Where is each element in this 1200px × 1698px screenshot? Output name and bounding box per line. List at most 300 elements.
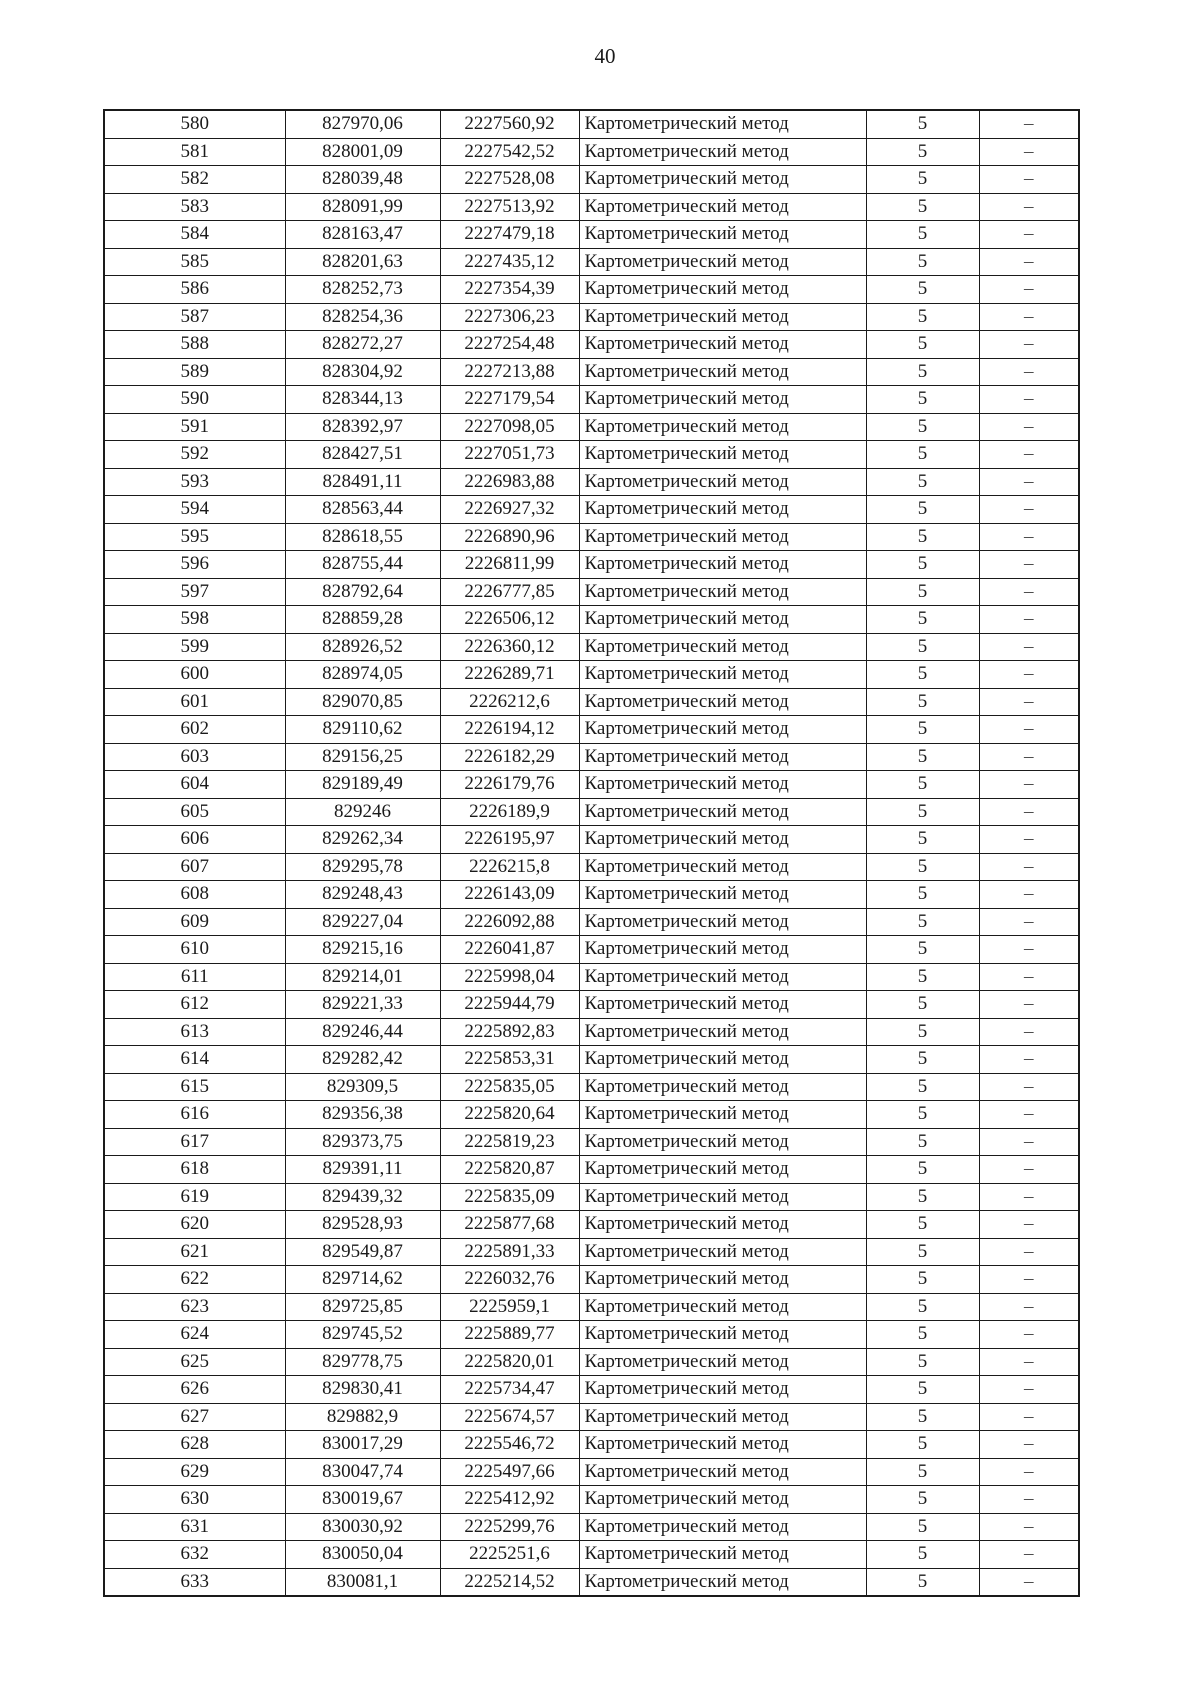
y-coordinate-cell: 2225820,01 <box>440 1348 579 1376</box>
point-number-cell: 589 <box>104 358 285 386</box>
method-cell: Картометрический метод <box>579 110 866 138</box>
point-number-cell: 581 <box>104 138 285 166</box>
x-coordinate-cell: 828304,92 <box>285 358 440 386</box>
point-number-cell: 619 <box>104 1183 285 1211</box>
accuracy-cell: 5 <box>866 1568 979 1596</box>
method-cell: Картометрический метод <box>579 248 866 276</box>
method-cell: Картометрический метод <box>579 523 866 551</box>
note-cell: – <box>979 441 1079 469</box>
method-cell: Картометрический метод <box>579 1211 866 1239</box>
x-coordinate-cell: 828201,63 <box>285 248 440 276</box>
note-cell: – <box>979 413 1079 441</box>
x-coordinate-cell: 830081,1 <box>285 1568 440 1596</box>
method-cell: Картометрический метод <box>579 166 866 194</box>
point-number-cell: 624 <box>104 1321 285 1349</box>
table-row <box>104 1486 1079 1514</box>
accuracy-cell: 5 <box>866 1073 979 1101</box>
x-coordinate-cell: 829246,44 <box>285 1018 440 1046</box>
method-cell: Картометрический метод <box>579 138 866 166</box>
accuracy-cell: 5 <box>866 743 979 771</box>
accuracy-cell: 5 <box>866 716 979 744</box>
x-coordinate-cell: 829373,75 <box>285 1128 440 1156</box>
note-cell: – <box>979 138 1079 166</box>
y-coordinate-cell: 2226215,8 <box>440 853 579 881</box>
y-coordinate-cell: 2225835,05 <box>440 1073 579 1101</box>
accuracy-cell: 5 <box>866 166 979 194</box>
accuracy-cell: 5 <box>866 386 979 414</box>
y-coordinate-cell: 2225889,77 <box>440 1321 579 1349</box>
x-coordinate-cell: 829439,32 <box>285 1183 440 1211</box>
note-cell: – <box>979 1431 1079 1459</box>
point-number-cell: 592 <box>104 441 285 469</box>
accuracy-cell: 5 <box>866 358 979 386</box>
point-number-cell: 604 <box>104 771 285 799</box>
accuracy-cell: 5 <box>866 1513 979 1541</box>
point-number-cell: 626 <box>104 1376 285 1404</box>
note-cell: – <box>979 1183 1079 1211</box>
table-row <box>104 551 1079 579</box>
x-coordinate-cell: 828563,44 <box>285 496 440 524</box>
y-coordinate-cell: 2226195,97 <box>440 826 579 854</box>
y-coordinate-cell: 2227051,73 <box>440 441 579 469</box>
accuracy-cell: 5 <box>866 606 979 634</box>
x-coordinate-cell: 829156,25 <box>285 743 440 771</box>
point-number-cell: 606 <box>104 826 285 854</box>
method-cell: Картометрический метод <box>579 386 866 414</box>
note-cell: – <box>979 193 1079 221</box>
table-row <box>104 963 1079 991</box>
method-cell: Картометрический метод <box>579 1156 866 1184</box>
x-coordinate-cell: 829391,11 <box>285 1156 440 1184</box>
note-cell: – <box>979 1513 1079 1541</box>
table-row <box>104 1156 1079 1184</box>
accuracy-cell: 5 <box>866 1348 979 1376</box>
point-number-cell: 629 <box>104 1458 285 1486</box>
point-number-cell: 612 <box>104 991 285 1019</box>
point-number-cell: 627 <box>104 1403 285 1431</box>
x-coordinate-cell: 828344,13 <box>285 386 440 414</box>
y-coordinate-cell: 2227528,08 <box>440 166 579 194</box>
accuracy-cell: 5 <box>866 248 979 276</box>
method-cell: Картометрический метод <box>579 798 866 826</box>
method-cell: Картометрический метод <box>579 496 866 524</box>
x-coordinate-cell: 828252,73 <box>285 276 440 304</box>
point-number-cell: 613 <box>104 1018 285 1046</box>
accuracy-cell: 5 <box>866 1156 979 1184</box>
note-cell: – <box>979 1128 1079 1156</box>
note-cell: – <box>979 1403 1079 1431</box>
table-row <box>104 1266 1079 1294</box>
point-number-cell: 617 <box>104 1128 285 1156</box>
note-cell: – <box>979 1266 1079 1294</box>
point-number-cell: 608 <box>104 881 285 909</box>
y-coordinate-cell: 2226182,29 <box>440 743 579 771</box>
table-row <box>104 908 1079 936</box>
y-coordinate-cell: 2227213,88 <box>440 358 579 386</box>
method-cell: Картометрический метод <box>579 853 866 881</box>
y-coordinate-cell: 2225251,6 <box>440 1541 579 1569</box>
y-coordinate-cell: 2225998,04 <box>440 963 579 991</box>
y-coordinate-cell: 2226189,9 <box>440 798 579 826</box>
table-row <box>104 1293 1079 1321</box>
y-coordinate-cell: 2225959,1 <box>440 1293 579 1321</box>
point-number-cell: 615 <box>104 1073 285 1101</box>
point-number-cell: 580 <box>104 110 285 138</box>
table-row <box>104 193 1079 221</box>
y-coordinate-cell: 2225877,68 <box>440 1211 579 1239</box>
note-cell: – <box>979 1046 1079 1074</box>
x-coordinate-cell: 828974,05 <box>285 661 440 689</box>
note-cell: – <box>979 606 1079 634</box>
accuracy-cell: 5 <box>866 1183 979 1211</box>
y-coordinate-cell: 2227542,52 <box>440 138 579 166</box>
method-cell: Картометрический метод <box>579 633 866 661</box>
point-number-cell: 597 <box>104 578 285 606</box>
point-number-cell: 591 <box>104 413 285 441</box>
note-cell: – <box>979 1073 1079 1101</box>
method-cell: Картометрический метод <box>579 743 866 771</box>
x-coordinate-cell: 828755,44 <box>285 551 440 579</box>
x-coordinate-cell: 829778,75 <box>285 1348 440 1376</box>
method-cell: Картометрический метод <box>579 1348 866 1376</box>
table-row <box>104 743 1079 771</box>
note-cell: – <box>979 1458 1079 1486</box>
table-row <box>104 1541 1079 1569</box>
table-row <box>104 1128 1079 1156</box>
x-coordinate-cell: 829830,41 <box>285 1376 440 1404</box>
x-coordinate-cell: 829282,42 <box>285 1046 440 1074</box>
y-coordinate-cell: 2227254,48 <box>440 331 579 359</box>
note-cell: – <box>979 853 1079 881</box>
table-row <box>104 1513 1079 1541</box>
accuracy-cell: 5 <box>866 1403 979 1431</box>
note-cell: – <box>979 1156 1079 1184</box>
accuracy-cell: 5 <box>866 963 979 991</box>
method-cell: Картометрический метод <box>579 441 866 469</box>
note-cell: – <box>979 963 1079 991</box>
method-cell: Картометрический метод <box>579 908 866 936</box>
note-cell: – <box>979 110 1079 138</box>
x-coordinate-cell: 829309,5 <box>285 1073 440 1101</box>
table-row <box>104 166 1079 194</box>
note-cell: – <box>979 1376 1079 1404</box>
note-cell: – <box>979 276 1079 304</box>
y-coordinate-cell: 2226041,87 <box>440 936 579 964</box>
x-coordinate-cell: 830047,74 <box>285 1458 440 1486</box>
table-row <box>104 1458 1079 1486</box>
accuracy-cell: 5 <box>866 441 979 469</box>
accuracy-cell: 5 <box>866 826 979 854</box>
note-cell: – <box>979 1018 1079 1046</box>
method-cell: Картометрический метод <box>579 1403 866 1431</box>
x-coordinate-cell: 828427,51 <box>285 441 440 469</box>
table-row <box>104 1183 1079 1211</box>
note-cell: – <box>979 936 1079 964</box>
table-row <box>104 633 1079 661</box>
method-cell: Картометрический метод <box>579 1018 866 1046</box>
accuracy-cell: 5 <box>866 1431 979 1459</box>
note-cell: – <box>979 1211 1079 1239</box>
point-number-cell: 610 <box>104 936 285 964</box>
accuracy-cell: 5 <box>866 1293 979 1321</box>
y-coordinate-cell: 2225944,79 <box>440 991 579 1019</box>
method-cell: Картометрический метод <box>579 331 866 359</box>
point-number-cell: 616 <box>104 1101 285 1129</box>
accuracy-cell: 5 <box>866 1128 979 1156</box>
y-coordinate-cell: 2226179,76 <box>440 771 579 799</box>
y-coordinate-cell: 2225299,76 <box>440 1513 579 1541</box>
table-row <box>104 276 1079 304</box>
y-coordinate-cell: 2226194,12 <box>440 716 579 744</box>
table-row <box>104 661 1079 689</box>
table-row <box>104 881 1079 909</box>
x-coordinate-cell: 830019,67 <box>285 1486 440 1514</box>
accuracy-cell: 5 <box>866 908 979 936</box>
accuracy-cell: 5 <box>866 1458 979 1486</box>
x-coordinate-cell: 830017,29 <box>285 1431 440 1459</box>
x-coordinate-cell: 829215,16 <box>285 936 440 964</box>
point-number-cell: 594 <box>104 496 285 524</box>
method-cell: Картометрический метод <box>579 991 866 1019</box>
method-cell: Картометрический метод <box>579 221 866 249</box>
point-number-cell: 600 <box>104 661 285 689</box>
y-coordinate-cell: 2225546,72 <box>440 1431 579 1459</box>
x-coordinate-cell: 829549,87 <box>285 1238 440 1266</box>
method-cell: Картометрический метод <box>579 936 866 964</box>
accuracy-cell: 5 <box>866 221 979 249</box>
x-coordinate-cell: 829882,9 <box>285 1403 440 1431</box>
method-cell: Картометрический метод <box>579 1458 866 1486</box>
note-cell: – <box>979 661 1079 689</box>
x-coordinate-cell: 829356,38 <box>285 1101 440 1129</box>
table-row <box>104 1073 1079 1101</box>
note-cell: – <box>979 1348 1079 1376</box>
table-row <box>104 606 1079 634</box>
note-cell: – <box>979 908 1079 936</box>
method-cell: Картометрический метод <box>579 1128 866 1156</box>
y-coordinate-cell: 2227098,05 <box>440 413 579 441</box>
page-number: 40 <box>594 44 616 68</box>
y-coordinate-cell: 2225891,33 <box>440 1238 579 1266</box>
y-coordinate-cell: 2226092,88 <box>440 908 579 936</box>
point-number-cell: 588 <box>104 331 285 359</box>
point-number-cell: 584 <box>104 221 285 249</box>
table-row <box>104 386 1079 414</box>
method-cell: Картометрический метод <box>579 1238 866 1266</box>
y-coordinate-cell: 2227306,23 <box>440 303 579 331</box>
y-coordinate-cell: 2226289,71 <box>440 661 579 689</box>
point-number-cell: 618 <box>104 1156 285 1184</box>
note-cell: – <box>979 771 1079 799</box>
note-cell: – <box>979 1321 1079 1349</box>
x-coordinate-cell: 829714,62 <box>285 1266 440 1294</box>
method-cell: Картометрический метод <box>579 826 866 854</box>
accuracy-cell: 5 <box>866 1376 979 1404</box>
method-cell: Картометрический метод <box>579 578 866 606</box>
x-coordinate-cell: 828091,99 <box>285 193 440 221</box>
point-number-cell: 607 <box>104 853 285 881</box>
accuracy-cell: 5 <box>866 331 979 359</box>
y-coordinate-cell: 2226811,99 <box>440 551 579 579</box>
point-number-cell: 623 <box>104 1293 285 1321</box>
accuracy-cell: 5 <box>866 881 979 909</box>
y-coordinate-cell: 2226777,85 <box>440 578 579 606</box>
accuracy-cell: 5 <box>866 688 979 716</box>
note-cell: – <box>979 386 1079 414</box>
accuracy-cell: 5 <box>866 1321 979 1349</box>
x-coordinate-cell: 828039,48 <box>285 166 440 194</box>
method-cell: Картометрический метод <box>579 1293 866 1321</box>
point-number-cell: 609 <box>104 908 285 936</box>
y-coordinate-cell: 2225819,23 <box>440 1128 579 1156</box>
y-coordinate-cell: 2225214,52 <box>440 1568 579 1596</box>
x-coordinate-cell: 829745,52 <box>285 1321 440 1349</box>
accuracy-cell: 5 <box>866 303 979 331</box>
note-cell: – <box>979 523 1079 551</box>
x-coordinate-cell: 829725,85 <box>285 1293 440 1321</box>
table-row <box>104 716 1079 744</box>
table-row <box>104 138 1079 166</box>
note-cell: – <box>979 1541 1079 1569</box>
y-coordinate-cell: 2226212,6 <box>440 688 579 716</box>
table-row <box>104 303 1079 331</box>
point-number-cell: 601 <box>104 688 285 716</box>
table-row <box>104 1046 1079 1074</box>
note-cell: – <box>979 1293 1079 1321</box>
accuracy-cell: 5 <box>866 468 979 496</box>
y-coordinate-cell: 2226927,32 <box>440 496 579 524</box>
table-row <box>104 991 1079 1019</box>
table-row <box>104 1568 1079 1596</box>
table-row <box>104 358 1079 386</box>
x-coordinate-cell: 828001,09 <box>285 138 440 166</box>
accuracy-cell: 5 <box>866 991 979 1019</box>
point-number-cell: 599 <box>104 633 285 661</box>
point-number-cell: 631 <box>104 1513 285 1541</box>
table-row <box>104 826 1079 854</box>
point-number-cell: 602 <box>104 716 285 744</box>
point-number-cell: 611 <box>104 963 285 991</box>
y-coordinate-cell: 2225892,83 <box>440 1018 579 1046</box>
accuracy-cell: 5 <box>866 661 979 689</box>
y-coordinate-cell: 2226032,76 <box>440 1266 579 1294</box>
x-coordinate-cell: 828859,28 <box>285 606 440 634</box>
accuracy-cell: 5 <box>866 936 979 964</box>
point-number-cell: 586 <box>104 276 285 304</box>
table-row <box>104 110 1079 138</box>
point-number-cell: 621 <box>104 1238 285 1266</box>
point-number-cell: 583 <box>104 193 285 221</box>
x-coordinate-cell: 830030,92 <box>285 1513 440 1541</box>
y-coordinate-cell: 2226983,88 <box>440 468 579 496</box>
table-row <box>104 248 1079 276</box>
method-cell: Картометрический метод <box>579 551 866 579</box>
point-number-cell: 632 <box>104 1541 285 1569</box>
coordinates-table-body <box>104 110 1079 1596</box>
y-coordinate-cell: 2226143,09 <box>440 881 579 909</box>
accuracy-cell: 5 <box>866 551 979 579</box>
table-row <box>104 1211 1079 1239</box>
note-cell: – <box>979 798 1079 826</box>
accuracy-cell: 5 <box>866 798 979 826</box>
point-number-cell: 590 <box>104 386 285 414</box>
accuracy-cell: 5 <box>866 138 979 166</box>
accuracy-cell: 5 <box>866 276 979 304</box>
point-number-cell: 633 <box>104 1568 285 1596</box>
table-row <box>104 1321 1079 1349</box>
method-cell: Картометрический метод <box>579 1183 866 1211</box>
note-cell: – <box>979 551 1079 579</box>
x-coordinate-cell: 829110,62 <box>285 716 440 744</box>
table-row <box>104 1403 1079 1431</box>
accuracy-cell: 5 <box>866 578 979 606</box>
y-coordinate-cell: 2225820,87 <box>440 1156 579 1184</box>
x-coordinate-cell: 829246 <box>285 798 440 826</box>
accuracy-cell: 5 <box>866 1486 979 1514</box>
x-coordinate-cell: 828491,11 <box>285 468 440 496</box>
x-coordinate-cell: 829528,93 <box>285 1211 440 1239</box>
method-cell: Картометрический метод <box>579 276 866 304</box>
point-number-cell: 620 <box>104 1211 285 1239</box>
method-cell: Картометрический метод <box>579 413 866 441</box>
table-row <box>104 221 1079 249</box>
method-cell: Картометрический метод <box>579 1073 866 1101</box>
table-row <box>104 936 1079 964</box>
table-row <box>104 331 1079 359</box>
method-cell: Картометрический метод <box>579 606 866 634</box>
note-cell: – <box>979 358 1079 386</box>
y-coordinate-cell: 2225853,31 <box>440 1046 579 1074</box>
table-row <box>104 413 1079 441</box>
table-row <box>104 688 1079 716</box>
point-number-cell: 596 <box>104 551 285 579</box>
table-row <box>104 496 1079 524</box>
note-cell: – <box>979 716 1079 744</box>
note-cell: – <box>979 1568 1079 1596</box>
note-cell: – <box>979 303 1079 331</box>
method-cell: Картометрический метод <box>579 1321 866 1349</box>
point-number-cell: 598 <box>104 606 285 634</box>
x-coordinate-cell: 828272,27 <box>285 331 440 359</box>
note-cell: – <box>979 688 1079 716</box>
y-coordinate-cell: 2227179,54 <box>440 386 579 414</box>
method-cell: Картометрический метод <box>579 1541 866 1569</box>
point-number-cell: 593 <box>104 468 285 496</box>
table-row <box>104 1101 1079 1129</box>
point-number-cell: 582 <box>104 166 285 194</box>
x-coordinate-cell: 827970,06 <box>285 110 440 138</box>
y-coordinate-cell: 2227513,92 <box>440 193 579 221</box>
accuracy-cell: 5 <box>866 496 979 524</box>
method-cell: Картометрический метод <box>579 1568 866 1596</box>
point-number-cell: 587 <box>104 303 285 331</box>
point-number-cell: 614 <box>104 1046 285 1074</box>
note-cell: – <box>979 468 1079 496</box>
x-coordinate-cell: 829262,34 <box>285 826 440 854</box>
y-coordinate-cell: 2226890,96 <box>440 523 579 551</box>
method-cell: Картометрический метод <box>579 771 866 799</box>
accuracy-cell: 5 <box>866 523 979 551</box>
accuracy-cell: 5 <box>866 1541 979 1569</box>
method-cell: Картометрический метод <box>579 661 866 689</box>
accuracy-cell: 5 <box>866 1101 979 1129</box>
x-coordinate-cell: 830050,04 <box>285 1541 440 1569</box>
method-cell: Картометрический метод <box>579 1266 866 1294</box>
table-row <box>104 771 1079 799</box>
table-row <box>104 523 1079 551</box>
point-number-cell: 605 <box>104 798 285 826</box>
table-row <box>104 853 1079 881</box>
